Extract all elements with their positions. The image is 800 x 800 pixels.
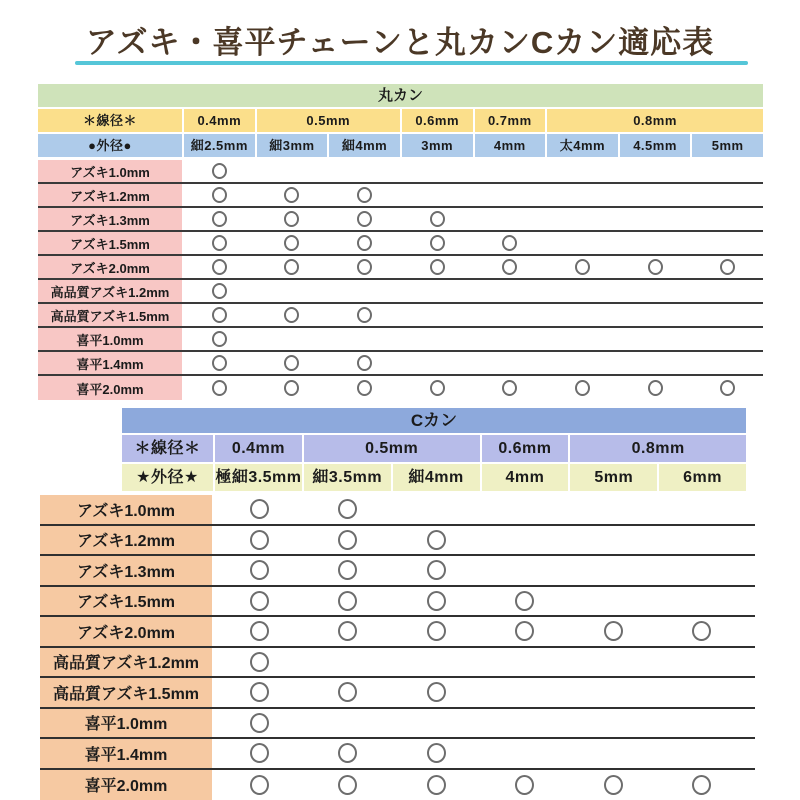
maru-mark-cell bbox=[257, 256, 328, 278]
maru-mark-cell bbox=[620, 352, 691, 374]
maru-mark-cell bbox=[257, 208, 328, 230]
c-mark-cell bbox=[304, 770, 393, 800]
c-row-label-slot bbox=[40, 495, 215, 524]
compat-circle bbox=[212, 187, 227, 203]
maru-table-row bbox=[38, 256, 763, 280]
c-mark-cell bbox=[658, 526, 747, 555]
maru-row-label: アズキ1.0mm bbox=[38, 160, 182, 182]
c-outer-size: 細4mm bbox=[393, 464, 480, 491]
c-mark-cell bbox=[658, 770, 747, 800]
c-row-label-slot bbox=[40, 770, 215, 800]
maru-outer-label: ●外径● bbox=[38, 134, 182, 157]
maru-title-bar: 丸カン bbox=[38, 84, 763, 107]
compat-circle bbox=[604, 621, 623, 641]
maru-mark-cell bbox=[692, 256, 763, 278]
maru-mark-cell bbox=[475, 352, 546, 374]
compat-circle bbox=[502, 235, 517, 251]
c-mark-cell bbox=[215, 678, 304, 707]
c-row-label: アズキ1.5mm bbox=[40, 587, 212, 616]
c-wire-size: 0.8mm bbox=[570, 435, 746, 462]
compat-circle bbox=[338, 775, 357, 795]
c-row-label-slot bbox=[40, 709, 215, 738]
c-table-row bbox=[40, 587, 755, 618]
c-row-label-slot bbox=[40, 617, 215, 646]
c-mark-cell bbox=[481, 648, 570, 677]
compat-circle bbox=[515, 591, 534, 611]
maru-mark-cell bbox=[547, 304, 618, 326]
maru-mark-cell bbox=[184, 256, 255, 278]
c-outer-size: 細3.5mm bbox=[304, 464, 391, 491]
c-mark-cell bbox=[392, 739, 481, 768]
maru-wire-size: 0.7mm bbox=[475, 109, 546, 132]
c-outer-size: 5mm bbox=[570, 464, 657, 491]
c-mark-cell bbox=[392, 495, 481, 524]
maru-mark-cell bbox=[547, 232, 618, 254]
c-mark-cell bbox=[481, 526, 570, 555]
maru-kan-table bbox=[38, 84, 763, 400]
c-mark-cell bbox=[569, 709, 658, 738]
c-row-label-slot bbox=[40, 678, 215, 707]
maru-mark-cell bbox=[475, 184, 546, 206]
c-mark-cell bbox=[215, 648, 304, 677]
maru-mark-cell bbox=[257, 232, 328, 254]
maru-mark-cell bbox=[547, 328, 618, 350]
maru-row-label: 喜平2.0mm bbox=[38, 376, 182, 400]
title-underline bbox=[75, 61, 748, 65]
compat-circle bbox=[648, 259, 663, 275]
c-table-row bbox=[40, 556, 755, 587]
maru-mark-cell bbox=[692, 352, 763, 374]
c-outer-row bbox=[122, 464, 746, 491]
c-outer-size: 4mm bbox=[482, 464, 569, 491]
c-row-label: 喜平2.0mm bbox=[40, 770, 212, 800]
maru-outer-size: 4.5mm bbox=[620, 134, 691, 157]
c-mark-cell bbox=[481, 587, 570, 616]
maru-mark-cell bbox=[329, 280, 400, 302]
c-mark-cell bbox=[658, 495, 747, 524]
maru-mark-cell bbox=[692, 232, 763, 254]
c-row-label: アズキ1.3mm bbox=[40, 556, 212, 585]
c-mark-cell bbox=[215, 495, 304, 524]
maru-mark-cell bbox=[329, 184, 400, 206]
c-mark-cell bbox=[392, 678, 481, 707]
maru-mark-cell bbox=[692, 376, 763, 400]
compat-circle bbox=[284, 307, 299, 323]
c-mark-cell bbox=[569, 495, 658, 524]
maru-row-label: アズキ1.2mm bbox=[38, 184, 182, 206]
maru-mark-cell bbox=[257, 184, 328, 206]
maru-wire-label: ＊線径＊ bbox=[38, 109, 182, 132]
maru-mark-cell bbox=[257, 376, 328, 400]
c-wire-size: 0.6mm bbox=[482, 435, 569, 462]
maru-mark-cell bbox=[329, 256, 400, 278]
compat-circle bbox=[338, 591, 357, 611]
maru-outer-size: 細3mm bbox=[257, 134, 328, 157]
page-title: アズキ・喜平チェーンと丸カンCカン適応表 bbox=[85, 25, 715, 60]
maru-mark-cell bbox=[620, 256, 691, 278]
maru-mark-cell bbox=[475, 328, 546, 350]
compat-circle bbox=[357, 307, 372, 323]
maru-row-label: 高品質アズキ1.2mm bbox=[38, 280, 182, 302]
maru-mark-cell bbox=[547, 208, 618, 230]
c-mark-cell bbox=[481, 739, 570, 768]
compat-circle bbox=[357, 211, 372, 227]
c-row-label-slot bbox=[40, 648, 215, 677]
c-wire-row bbox=[122, 435, 746, 462]
c-row-label-slot bbox=[40, 556, 215, 585]
c-mark-cell bbox=[569, 556, 658, 585]
c-mark-cell bbox=[392, 556, 481, 585]
maru-mark-cell bbox=[547, 160, 618, 182]
c-mark-cell bbox=[392, 770, 481, 800]
compat-circle bbox=[427, 775, 446, 795]
c-mark-cell bbox=[304, 526, 393, 555]
maru-mark-cell bbox=[475, 280, 546, 302]
compat-circle bbox=[502, 259, 517, 275]
maru-wire-size: 0.6mm bbox=[402, 109, 473, 132]
compat-circle bbox=[430, 235, 445, 251]
maru-mark-cell bbox=[257, 280, 328, 302]
maru-outer-size: 細2.5mm bbox=[184, 134, 255, 157]
compat-circle bbox=[575, 380, 590, 396]
compat-circle bbox=[284, 235, 299, 251]
compat-circle bbox=[720, 259, 735, 275]
maru-table-row bbox=[38, 328, 763, 352]
compat-circle bbox=[427, 621, 446, 641]
maru-mark-cell bbox=[257, 352, 328, 374]
maru-mark-cell bbox=[692, 184, 763, 206]
compat-circle bbox=[338, 560, 357, 580]
maru-mark-cell bbox=[184, 208, 255, 230]
c-outer-size: 極細3.5mm bbox=[215, 464, 302, 491]
maru-mark-cell bbox=[475, 160, 546, 182]
maru-mark-cell bbox=[692, 160, 763, 182]
maru-mark-cell bbox=[475, 304, 546, 326]
c-row-label: アズキ2.0mm bbox=[40, 617, 212, 646]
compat-circle bbox=[284, 355, 299, 371]
compat-circle bbox=[284, 211, 299, 227]
compat-circle bbox=[692, 621, 711, 641]
c-mark-cell bbox=[481, 617, 570, 646]
c-mark-cell bbox=[304, 709, 393, 738]
compat-circle bbox=[338, 682, 357, 702]
maru-mark-cell bbox=[692, 280, 763, 302]
maru-mark-cell bbox=[402, 352, 473, 374]
maru-wire-row bbox=[38, 109, 763, 132]
maru-table-row bbox=[38, 184, 763, 208]
maru-mark-cell bbox=[692, 328, 763, 350]
maru-table-row bbox=[38, 280, 763, 304]
c-row-label: 高品質アズキ1.2mm bbox=[40, 648, 212, 677]
maru-mark-cell bbox=[402, 208, 473, 230]
c-wire-size: 0.5mm bbox=[304, 435, 480, 462]
c-table-row bbox=[40, 495, 755, 526]
c-mark-cell bbox=[569, 587, 658, 616]
maru-mark-cell bbox=[329, 352, 400, 374]
maru-row-label: アズキ1.5mm bbox=[38, 232, 182, 254]
compat-circle bbox=[357, 355, 372, 371]
compat-circle bbox=[250, 775, 269, 795]
c-mark-cell bbox=[304, 739, 393, 768]
maru-mark-cell bbox=[402, 304, 473, 326]
maru-mark-cell bbox=[402, 256, 473, 278]
c-mark-cell bbox=[658, 587, 747, 616]
c-row-label: アズキ1.2mm bbox=[40, 526, 212, 555]
maru-table-row bbox=[38, 376, 763, 400]
compat-circle bbox=[357, 187, 372, 203]
compat-circle bbox=[284, 380, 299, 396]
compat-circle bbox=[212, 283, 227, 299]
c-mark-cell bbox=[304, 678, 393, 707]
compat-circle bbox=[250, 560, 269, 580]
maru-mark-cell bbox=[184, 304, 255, 326]
maru-mark-cell bbox=[329, 304, 400, 326]
maru-mark-cell bbox=[547, 352, 618, 374]
compat-circle bbox=[515, 775, 534, 795]
maru-mark-cell bbox=[184, 352, 255, 374]
maru-row-label: アズキ1.3mm bbox=[38, 208, 182, 230]
compat-circle bbox=[284, 259, 299, 275]
compat-circle bbox=[338, 499, 357, 519]
maru-mark-cell bbox=[402, 184, 473, 206]
maru-wire-size: 0.5mm bbox=[257, 109, 400, 132]
maru-mark-cell bbox=[620, 208, 691, 230]
maru-mark-cell bbox=[692, 208, 763, 230]
c-row-label: 喜平1.0mm bbox=[40, 709, 212, 738]
maru-mark-cell bbox=[620, 280, 691, 302]
c-mark-cell bbox=[658, 648, 747, 677]
maru-outer-size: 細4mm bbox=[329, 134, 400, 157]
maru-mark-cell bbox=[547, 376, 618, 400]
c-kan-table bbox=[40, 408, 755, 800]
maru-table-row bbox=[38, 208, 763, 232]
compat-circle bbox=[575, 259, 590, 275]
maru-wire-size: 0.4mm bbox=[184, 109, 255, 132]
maru-mark-cell bbox=[402, 232, 473, 254]
c-mark-cell bbox=[481, 678, 570, 707]
maru-outer-size: 5mm bbox=[692, 134, 763, 157]
compat-circle bbox=[502, 380, 517, 396]
maru-mark-cell bbox=[475, 208, 546, 230]
c-row-label-slot bbox=[40, 587, 215, 616]
compat-circle bbox=[212, 259, 227, 275]
c-mark-cell bbox=[569, 770, 658, 800]
c-table-row bbox=[40, 678, 755, 709]
maru-row-label: 喜平1.4mm bbox=[38, 352, 182, 374]
c-mark-cell bbox=[215, 526, 304, 555]
c-mark-cell bbox=[304, 587, 393, 616]
c-mark-cell bbox=[304, 648, 393, 677]
c-mark-cell bbox=[392, 587, 481, 616]
compat-circle bbox=[250, 530, 269, 550]
c-outer-size: 6mm bbox=[659, 464, 746, 491]
maru-mark-cell bbox=[475, 232, 546, 254]
compat-circle bbox=[427, 591, 446, 611]
maru-mark-cell bbox=[184, 280, 255, 302]
maru-mark-cell bbox=[547, 256, 618, 278]
maru-mark-cell bbox=[329, 376, 400, 400]
maru-table-row bbox=[38, 304, 763, 328]
maru-mark-cell bbox=[329, 160, 400, 182]
c-table-row bbox=[40, 648, 755, 679]
maru-outer-size: 太4mm bbox=[547, 134, 618, 157]
c-mark-cell bbox=[569, 739, 658, 768]
maru-mark-cell bbox=[329, 328, 400, 350]
c-mark-cell bbox=[215, 556, 304, 585]
c-row-label: 高品質アズキ1.5mm bbox=[40, 678, 212, 707]
maru-table-row bbox=[38, 352, 763, 376]
maru-mark-cell bbox=[620, 160, 691, 182]
compat-circle bbox=[357, 259, 372, 275]
maru-outer-size: 3mm bbox=[402, 134, 473, 157]
c-mark-cell bbox=[569, 617, 658, 646]
c-mark-cell bbox=[569, 678, 658, 707]
c-mark-cell bbox=[304, 617, 393, 646]
maru-mark-cell bbox=[402, 328, 473, 350]
c-table-row bbox=[40, 617, 755, 648]
compat-circle bbox=[250, 591, 269, 611]
c-table-row bbox=[40, 739, 755, 770]
compat-circle bbox=[430, 211, 445, 227]
c-mark-cell bbox=[215, 617, 304, 646]
c-mark-cell bbox=[304, 556, 393, 585]
c-table-row bbox=[40, 526, 755, 557]
maru-mark-cell bbox=[547, 184, 618, 206]
c-row-label: 喜平1.4mm bbox=[40, 739, 212, 768]
maru-mark-cell bbox=[257, 304, 328, 326]
maru-outer-size: 4mm bbox=[475, 134, 546, 157]
compat-circle bbox=[250, 682, 269, 702]
maru-outer-row bbox=[38, 134, 763, 157]
compat-circle bbox=[250, 621, 269, 641]
maru-mark-cell bbox=[257, 328, 328, 350]
c-wire-size: 0.4mm bbox=[215, 435, 302, 462]
c-mark-cell bbox=[392, 648, 481, 677]
c-table-row bbox=[40, 770, 755, 800]
compat-circle bbox=[427, 682, 446, 702]
compat-circle bbox=[357, 380, 372, 396]
maru-mark-cell bbox=[184, 232, 255, 254]
maru-table-row bbox=[38, 232, 763, 256]
maru-mark-cell bbox=[475, 256, 546, 278]
c-row-label: アズキ1.0mm bbox=[40, 495, 212, 524]
c-mark-cell bbox=[215, 709, 304, 738]
compat-circle bbox=[338, 621, 357, 641]
c-mark-cell bbox=[481, 709, 570, 738]
maru-mark-cell bbox=[257, 160, 328, 182]
c-mark-cell bbox=[481, 770, 570, 800]
c-header-block bbox=[122, 408, 746, 491]
compat-circle bbox=[212, 355, 227, 371]
maru-row-label: 喜平1.0mm bbox=[38, 328, 182, 350]
compat-circle bbox=[430, 380, 445, 396]
compat-circle bbox=[212, 163, 227, 179]
c-mark-cell bbox=[569, 526, 658, 555]
maru-table-row bbox=[38, 160, 763, 184]
c-table-row bbox=[40, 709, 755, 740]
maru-mark-cell bbox=[620, 184, 691, 206]
maru-mark-cell bbox=[475, 376, 546, 400]
c-mark-cell bbox=[392, 617, 481, 646]
compat-circle bbox=[338, 530, 357, 550]
compat-circle bbox=[250, 652, 269, 672]
c-mark-cell bbox=[658, 617, 747, 646]
c-wire-label: ＊線径＊ bbox=[122, 435, 213, 462]
compat-circle bbox=[212, 331, 227, 347]
maru-wire-size: 0.8mm bbox=[547, 109, 763, 132]
maru-mark-cell bbox=[184, 328, 255, 350]
maru-mark-cell bbox=[620, 328, 691, 350]
c-row-label-slot bbox=[40, 526, 215, 555]
compat-circle bbox=[212, 235, 227, 251]
c-mark-cell bbox=[304, 495, 393, 524]
c-mark-cell bbox=[215, 770, 304, 800]
compat-circle bbox=[427, 530, 446, 550]
maru-mark-cell bbox=[620, 376, 691, 400]
c-outer-label: ★外径★ bbox=[122, 464, 213, 491]
maru-mark-cell bbox=[184, 184, 255, 206]
compat-circle bbox=[250, 713, 269, 733]
c-mark-cell bbox=[481, 495, 570, 524]
compat-circle bbox=[604, 775, 623, 795]
c-mark-cell bbox=[658, 556, 747, 585]
compat-circle bbox=[338, 743, 357, 763]
maru-mark-cell bbox=[184, 160, 255, 182]
c-mark-cell bbox=[658, 678, 747, 707]
compat-circle bbox=[250, 743, 269, 763]
compat-circle bbox=[212, 307, 227, 323]
c-title-bar: Cカン bbox=[122, 408, 746, 433]
maru-mark-cell bbox=[184, 376, 255, 400]
compat-circle bbox=[430, 259, 445, 275]
maru-mark-cell bbox=[402, 280, 473, 302]
compat-circle bbox=[212, 380, 227, 396]
c-mark-cell bbox=[569, 648, 658, 677]
c-row-label-slot bbox=[40, 739, 215, 768]
compat-circle bbox=[250, 499, 269, 519]
maru-row-label: 高品質アズキ1.5mm bbox=[38, 304, 182, 326]
maru-mark-cell bbox=[620, 304, 691, 326]
c-mark-cell bbox=[658, 709, 747, 738]
c-mark-cell bbox=[215, 587, 304, 616]
compat-circle bbox=[515, 621, 534, 641]
maru-row-label: アズキ2.0mm bbox=[38, 256, 182, 278]
compat-circle bbox=[427, 560, 446, 580]
compat-circle bbox=[648, 380, 663, 396]
c-mark-cell bbox=[392, 709, 481, 738]
c-mark-cell bbox=[658, 739, 747, 768]
maru-mark-cell bbox=[620, 232, 691, 254]
maru-mark-cell bbox=[547, 280, 618, 302]
maru-mark-cell bbox=[402, 376, 473, 400]
compat-circle bbox=[357, 235, 372, 251]
compat-circle bbox=[720, 380, 735, 396]
maru-mark-cell bbox=[692, 304, 763, 326]
compat-circle bbox=[692, 775, 711, 795]
maru-mark-cell bbox=[329, 232, 400, 254]
c-mark-cell bbox=[481, 556, 570, 585]
compat-circle bbox=[427, 743, 446, 763]
compat-circle bbox=[284, 187, 299, 203]
maru-mark-cell bbox=[402, 160, 473, 182]
c-mark-cell bbox=[392, 526, 481, 555]
compat-circle bbox=[212, 211, 227, 227]
maru-mark-cell bbox=[329, 208, 400, 230]
c-mark-cell bbox=[215, 739, 304, 768]
